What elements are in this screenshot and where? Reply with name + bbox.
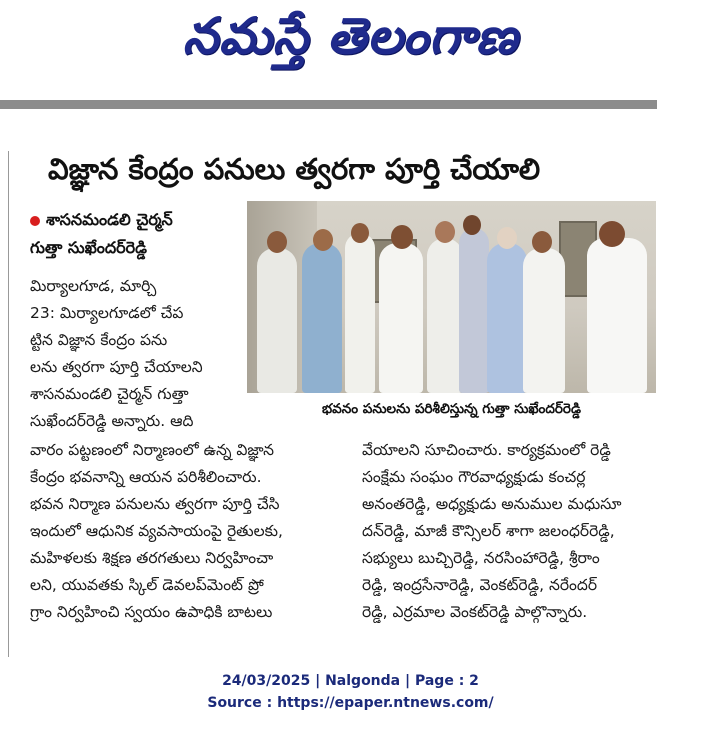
photo-person [587, 238, 647, 393]
photo-person [257, 248, 297, 393]
body-line: సంక్షేమ సంఘం గౌరవాధ్యక్షుడు కంచర్ల [362, 468, 586, 486]
photo-person-head [391, 225, 413, 249]
masthead-title: నమస్తే తెలంగాణ [182, 6, 519, 65]
body-line: మిర్యాలగూడ, మార్చి [30, 277, 157, 295]
article-photo [247, 201, 656, 393]
body-line: భవన నిర్మాణ పనులను త్వరగా పూర్తి చేసి [30, 495, 280, 513]
body-column-left [30, 437, 360, 626]
photo-person [523, 248, 565, 393]
body-line: కేంద్రం భవనాన్ని ఆయన పరిశీలించారు. [30, 468, 262, 486]
body-line: 23: మిర్యాలగూడలో చేప [30, 304, 184, 322]
photo-person [379, 243, 423, 393]
footer-date-edition: 24/03/2025 | Nalgonda | Page : 2 [222, 673, 479, 689]
photo-person-head [351, 223, 369, 243]
body-line: రెడ్డి, ఇంద్రసేనారెడ్డి, వెంకట్‌రెడ్డి, నరేందర్ [362, 576, 598, 594]
body-line: సుఖేందర్‌రెడ్డి అన్నారు. ఆది [30, 412, 194, 430]
photo-person-head [313, 229, 333, 251]
photo-caption: భవనం పనులను పరిశీలిస్తున్న గుత్తా సుఖేందర్‌రెడ్డి [322, 401, 581, 417]
body-line: సభ్యులు బుచ్చిరెడ్డి, నరసింహారెడ్డి, శ్రీరాం [362, 549, 600, 567]
body-column-right [362, 437, 658, 626]
photo-person-head [435, 221, 455, 243]
body-line: లని, యువతకు స్కిల్ డెవలప్‌మెంట్ ప్రో [30, 576, 264, 594]
footer-source: Source : https://epaper.ntnews.com/ [207, 695, 494, 711]
body-line: వారం పట్టణంలో నిర్మాణంలో ఉన్న విజ్ఞాన [30, 441, 275, 459]
article-subhead [30, 206, 245, 262]
footer [0, 670, 701, 714]
body-line: అనంతరెడ్డి, అధ్యక్షుడు అనుముల మధుసూ [362, 495, 622, 513]
body-line: ఇందులో ఆధునిక వ్యవసాయంపై రైతులకు, [30, 522, 283, 540]
masthead [0, 6, 701, 78]
photo-person [459, 228, 489, 393]
photo-person [487, 243, 527, 393]
photo-person-head [497, 227, 517, 249]
body-line: రెడ్డి, ఎర్రమాల వెంకట్‌రెడ్డి పాల్గొన్నారు. [362, 603, 588, 621]
subhead-line-1 [30, 206, 245, 234]
photo-person [427, 238, 463, 393]
body-line: దన్‌రెడ్డి, మాజీ కౌన్సిలర్ శాగా జలంధర్‌రెడ్డి, [362, 522, 615, 540]
photo-person-head [599, 221, 625, 247]
body-line: గ్రాం నిర్వహించి స్వయం ఉపాధికి బాటలు [30, 603, 273, 621]
body-line: లను త్వరగా పూర్తి చేయాలని [30, 358, 203, 376]
article-headline: విజ్ఞాన కేంద్రం పనులు త్వరగా పూర్తి చేయాలి [48, 152, 541, 186]
red-bullet-icon [30, 216, 40, 226]
top-rule [0, 100, 657, 109]
subhead-line-2: గుత్తా సుఖేందర్‌రెడ్డి [30, 238, 147, 257]
body-line: ట్టిన విజ్ఞాన కేంద్రం పను [30, 331, 168, 349]
body-line: వేయాలని సూచించారు. కార్యక్రమంలో రెడ్డి [362, 441, 611, 459]
photo-person [345, 233, 375, 393]
body-line: శాసనమండలి చైర్మన్ గుత్తా [30, 385, 189, 403]
photo-person-head [532, 231, 552, 253]
photo-person-head [463, 215, 481, 235]
photo-person-head [267, 231, 287, 253]
subhead-text-1: శాసనమండలి చైర్మన్ [46, 210, 173, 229]
photo-person [302, 243, 342, 393]
body-column-left-top [30, 273, 245, 435]
body-line: మహిళలకు శిక్షణ తరగతులు నిర్వహించా [30, 549, 274, 567]
